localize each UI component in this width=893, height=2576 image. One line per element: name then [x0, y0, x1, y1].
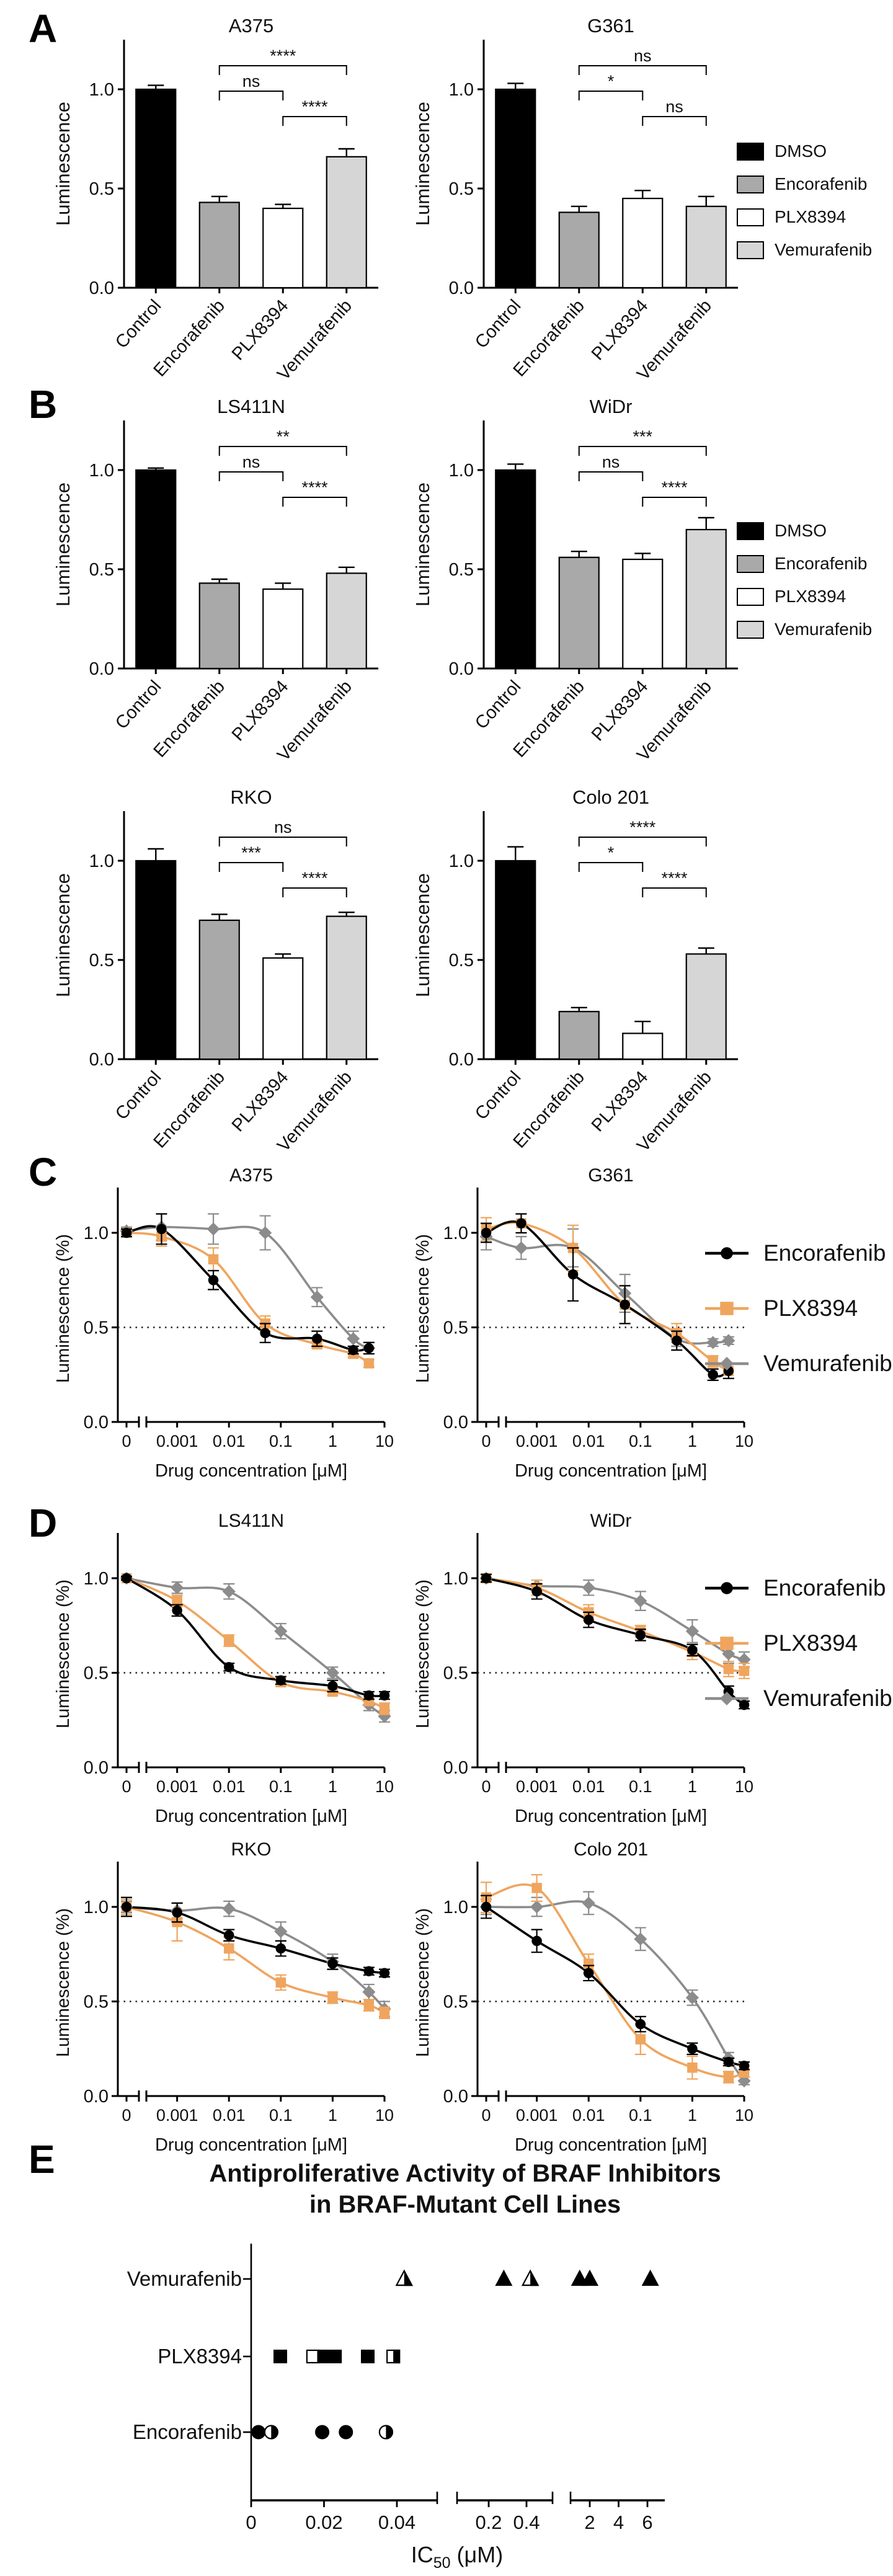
svg-text:G361: G361	[588, 1165, 634, 1186]
treatment-legend-panel-a	[737, 141, 872, 260]
svg-text:Vemurafenib: Vemurafenib	[273, 1067, 356, 1156]
svg-text:Luminescence: Luminescence	[412, 873, 433, 997]
svg-text:0.01: 0.01	[572, 1432, 605, 1450]
svg-text:0.0: 0.0	[83, 1413, 109, 1432]
svg-text:10: 10	[734, 1777, 753, 1796]
legend-swatch	[737, 143, 764, 161]
legend-label: DMSO	[775, 141, 827, 161]
svg-text:1.0: 1.0	[448, 80, 474, 100]
svg-text:0.01: 0.01	[572, 1777, 605, 1796]
legend-label: Encorafenib	[763, 1240, 886, 1266]
svg-text:****: ****	[301, 478, 328, 497]
svg-text:ns: ns	[665, 97, 683, 116]
svg-text:Drug concentration [μM]: Drug concentration [μM]	[514, 1461, 708, 1481]
circle-marker-icon	[704, 1244, 750, 1263]
svg-text:0.1: 0.1	[629, 2106, 652, 2125]
dose-curve-g361	[406, 1163, 753, 1501]
svg-text:0.5: 0.5	[448, 179, 474, 199]
svg-text:Encorafenib: Encorafenib	[132, 2420, 242, 2443]
ic50-marker	[329, 2350, 341, 2363]
svg-text:*: *	[607, 72, 615, 91]
svg-text:0.1: 0.1	[629, 1432, 652, 1450]
ic50-marker	[274, 2350, 287, 2363]
svg-text:WiDr: WiDr	[589, 396, 633, 417]
svg-text:Luminescence: Luminescence	[52, 873, 74, 997]
ic50-marker	[362, 2350, 374, 2363]
svg-text:1: 1	[327, 1432, 337, 1450]
svg-text:***: ***	[241, 843, 261, 862]
legend-swatch	[737, 588, 764, 606]
svg-text:1: 1	[687, 2106, 697, 2125]
svg-text:1.0: 1.0	[83, 1224, 109, 1243]
svg-text:Luminescence (%): Luminescence (%)	[413, 1233, 433, 1383]
svg-text:Drug concentration [μM]: Drug concentration [μM]	[514, 2135, 708, 2155]
svg-text:**: **	[276, 427, 290, 446]
svg-text:0: 0	[122, 2106, 131, 2125]
svg-text:1: 1	[327, 2106, 337, 2125]
ic50-scatter-plot	[37, 2152, 856, 2576]
svg-text:0.01: 0.01	[212, 1432, 246, 1450]
svg-text:PLX8394: PLX8394	[228, 296, 293, 365]
svg-text:Luminescence (%): Luminescence (%)	[53, 1579, 73, 1729]
svg-text:1.0: 1.0	[83, 1569, 109, 1589]
legend-item-encorafenib	[704, 1240, 892, 1266]
legend-item-vemurafenib	[704, 1351, 892, 1377]
dose-curve-colo201	[406, 1837, 753, 2175]
svg-text:0.5: 0.5	[448, 951, 474, 970]
svg-text:****: ****	[661, 869, 688, 887]
legend-label: Vemurafenib	[775, 240, 873, 259]
square-marker-icon	[704, 1299, 750, 1318]
svg-text:Drug concentration [μM]: Drug concentration [μM]	[154, 1806, 348, 1826]
svg-text:Luminescence: Luminescence	[412, 102, 433, 226]
legend-swatch	[737, 522, 764, 540]
svg-text:Colo 201: Colo 201	[573, 1839, 649, 1860]
svg-text:Luminescence: Luminescence	[412, 482, 433, 606]
svg-text:PLX8394: PLX8394	[228, 1067, 293, 1136]
svg-text:0.0: 0.0	[83, 1758, 109, 1778]
ic50-marker	[252, 2426, 265, 2439]
svg-text:1.0: 1.0	[448, 461, 474, 481]
svg-text:in BRAF-Mutant Cell Lines: in BRAF-Mutant Cell Lines	[309, 2191, 621, 2218]
svg-text:PLX8394: PLX8394	[228, 677, 293, 745]
legend-label: PLX8394	[763, 1630, 858, 1656]
svg-text:0.1: 0.1	[629, 1777, 652, 1796]
svg-text:0.0: 0.0	[83, 2087, 109, 2107]
legend-label: Vemurafenib	[763, 1686, 892, 1711]
svg-text:IC50 (μM): $IC_{50}$ (μM)	[411, 2542, 504, 2572]
svg-text:Vemurafenib: Vemurafenib	[633, 1067, 716, 1156]
legend-item-dmso	[737, 141, 872, 161]
svg-text:0.1: 0.1	[269, 1432, 293, 1450]
svg-text:Drug concentration [μM]: Drug concentration [μM]	[514, 1806, 708, 1826]
svg-text:LS411N: LS411N	[218, 1511, 285, 1531]
svg-text:****: ****	[270, 47, 296, 65]
legend-item-dmso	[737, 521, 872, 541]
legend-item-vemurafenib	[737, 240, 872, 260]
svg-text:Vemurafenib: Vemurafenib	[633, 296, 716, 384]
legend-item-plx8394	[737, 587, 872, 606]
diamond-marker-icon	[704, 1354, 750, 1373]
bar-chart-rko	[43, 780, 397, 1160]
legend-label: PLX8394	[775, 207, 846, 226]
legend-item-plx8394	[737, 207, 872, 227]
svg-text:Encorafenib: Encorafenib	[509, 1067, 589, 1152]
inhibitor-legend-panel-d	[704, 1575, 892, 1712]
legend-swatch	[737, 621, 764, 639]
svg-text:Encorafenib: Encorafenib	[149, 677, 229, 762]
svg-text:LS411N: LS411N	[217, 396, 285, 417]
svg-text:0.2: 0.2	[475, 2512, 502, 2533]
svg-text:Luminescence (%): Luminescence (%)	[413, 1908, 433, 2058]
svg-text:RKO: RKO	[230, 786, 272, 808]
svg-text:Control: Control	[112, 677, 166, 734]
svg-text:Colo 201: Colo 201	[572, 786, 650, 808]
svg-text:A375: A375	[229, 1165, 273, 1186]
svg-text:Luminescence (%): Luminescence (%)	[53, 1908, 73, 2058]
svg-text:1: 1	[327, 1777, 337, 1796]
svg-text:10: 10	[734, 1432, 753, 1450]
svg-text:Luminescence: Luminescence	[52, 102, 74, 226]
svg-text:0.001: 0.001	[515, 1432, 558, 1450]
bar-chart-colo201	[403, 780, 757, 1160]
ic50-marker	[316, 2426, 329, 2439]
svg-text:0.5: 0.5	[443, 1318, 468, 1338]
svg-text:10: 10	[375, 1777, 394, 1796]
diamond-marker-icon	[704, 1689, 750, 1708]
svg-text:0.5: 0.5	[443, 1663, 468, 1684]
svg-text:2: 2	[584, 2512, 595, 2533]
svg-text:1.0: 1.0	[448, 851, 474, 871]
svg-text:ns: ns	[242, 72, 260, 91]
svg-text:0: 0	[481, 1777, 491, 1796]
svg-text:0.04: 0.04	[378, 2512, 416, 2533]
svg-text:0.5: 0.5	[83, 1318, 109, 1338]
legend-label: Vemurafenib	[763, 1351, 892, 1376]
svg-text:0.1: 0.1	[269, 1777, 293, 1796]
svg-text:Drug concentration [μM]: Drug concentration [μM]	[154, 1461, 348, 1481]
svg-text:0.02: 0.02	[305, 2512, 343, 2533]
svg-text:1.0: 1.0	[443, 1569, 468, 1589]
svg-text:1.0: 1.0	[443, 1224, 468, 1243]
legend-label: DMSO	[775, 521, 827, 540]
svg-text:G361: G361	[587, 15, 634, 37]
svg-text:1: 1	[687, 1432, 697, 1450]
svg-text:Vemurafenib: Vemurafenib	[127, 2267, 242, 2290]
svg-text:Control: Control	[471, 1067, 525, 1124]
svg-text:0.0: 0.0	[448, 659, 474, 679]
svg-text:0.001: 0.001	[515, 2106, 558, 2125]
svg-text:0: 0	[122, 1777, 131, 1796]
dose-curve-rko	[47, 1837, 394, 2175]
svg-text:6: 6	[642, 2512, 653, 2533]
dose-curve-a375	[47, 1163, 394, 1501]
svg-text:Encorafenib: Encorafenib	[509, 677, 589, 762]
legend-item-encorafenib	[737, 174, 872, 194]
legend-item-encorafenib	[737, 554, 872, 574]
svg-text:0.0: 0.0	[448, 1050, 474, 1070]
svg-text:Control: Control	[112, 296, 166, 353]
svg-text:****: ****	[661, 478, 688, 497]
svg-text:0.0: 0.0	[448, 278, 474, 298]
svg-text:0.0: 0.0	[443, 1758, 468, 1778]
ic50-marker	[582, 2271, 598, 2285]
square-marker-icon	[704, 1634, 750, 1653]
svg-text:10: 10	[375, 2106, 394, 2125]
svg-text:1.0: 1.0	[89, 851, 114, 871]
svg-text:Luminescence (%): Luminescence (%)	[53, 1233, 73, 1383]
legend-label: Vemurafenib	[775, 620, 873, 639]
svg-text:1.0: 1.0	[443, 1898, 468, 1917]
svg-text:4: 4	[613, 2512, 624, 2533]
svg-text:*: *	[607, 843, 615, 862]
svg-text:PLX8394: PLX8394	[158, 2345, 242, 2368]
svg-text:0: 0	[481, 2106, 491, 2125]
svg-text:***: ***	[633, 427, 653, 446]
legend-item-vemurafenib	[704, 1686, 892, 1712]
bar-chart-a375	[43, 9, 397, 388]
legend-swatch	[737, 175, 764, 193]
svg-text:Vemurafenib: Vemurafenib	[273, 296, 356, 384]
svg-text:0.5: 0.5	[89, 560, 114, 580]
legend-item-vemurafenib	[737, 620, 872, 639]
legend-item-encorafenib	[704, 1575, 892, 1601]
svg-text:A375: A375	[228, 15, 274, 37]
svg-text:Encorafenib: Encorafenib	[509, 296, 589, 381]
svg-text:Antiproliferative Activity of: Antiproliferative Activity of BRAF Inhibitors	[209, 2160, 721, 2187]
panel-label-a: A	[29, 6, 58, 51]
svg-text:Control: Control	[112, 1067, 166, 1124]
svg-text:0.5: 0.5	[448, 560, 474, 580]
svg-text:0.5: 0.5	[83, 1992, 109, 2012]
svg-text:****: ****	[301, 869, 328, 887]
svg-text:Control: Control	[471, 296, 525, 353]
legend-label: Encorafenib	[763, 1575, 886, 1601]
svg-text:0.001: 0.001	[156, 1777, 198, 1796]
treatment-legend-panel-b	[737, 521, 872, 639]
svg-text:0.0: 0.0	[443, 2087, 468, 2107]
bar-chart-ls411n	[43, 389, 397, 769]
legend-item-plx8394	[704, 1295, 892, 1321]
ic50-marker	[339, 2426, 352, 2439]
panel-label-b: B	[29, 382, 58, 427]
svg-text:0: 0	[122, 1432, 131, 1450]
svg-text:0.001: 0.001	[515, 1777, 558, 1796]
svg-text:PLX8394: PLX8394	[587, 677, 652, 745]
svg-text:0.1: 0.1	[269, 2106, 293, 2125]
panel-label-e: E	[29, 2137, 55, 2182]
svg-text:1.0: 1.0	[89, 80, 114, 100]
svg-text:Encorafenib: Encorafenib	[149, 296, 229, 381]
svg-text:ns: ns	[602, 453, 620, 471]
legend-label: Encorafenib	[775, 554, 868, 573]
svg-text:ns: ns	[633, 47, 652, 65]
inhibitor-legend-panel-c	[704, 1240, 892, 1377]
ic50-marker	[496, 2271, 512, 2285]
legend-label: Encorafenib	[775, 174, 868, 193]
svg-text:****: ****	[301, 97, 328, 116]
svg-text:Drug concentration [μM]: Drug concentration [μM]	[154, 2135, 348, 2155]
svg-text:ns: ns	[242, 453, 260, 471]
svg-text:0.01: 0.01	[212, 2106, 246, 2125]
svg-text:0.01: 0.01	[572, 2106, 605, 2125]
svg-text:Luminescence (%): Luminescence (%)	[413, 1579, 433, 1729]
svg-text:0.5: 0.5	[83, 1663, 109, 1684]
svg-text:0: 0	[246, 2512, 257, 2533]
bar-chart-widr	[403, 389, 757, 769]
svg-text:1.0: 1.0	[89, 461, 114, 481]
svg-text:RKO: RKO	[231, 1839, 272, 1860]
legend-label: PLX8394	[763, 1295, 858, 1321]
svg-text:10: 10	[734, 2106, 753, 2125]
svg-text:Encorafenib: Encorafenib	[149, 1067, 229, 1152]
panel-label-d: D	[29, 1501, 58, 1545]
legend-swatch	[737, 555, 764, 573]
svg-text:1.0: 1.0	[83, 1898, 109, 1917]
svg-text:0.01: 0.01	[212, 1777, 246, 1796]
svg-text:10: 10	[375, 1432, 394, 1450]
svg-text:PLX8394: PLX8394	[587, 1067, 652, 1136]
svg-text:0.5: 0.5	[89, 951, 114, 970]
dose-curve-ls411n	[47, 1508, 394, 1846]
svg-text:0: 0	[481, 1432, 491, 1450]
svg-text:WiDr: WiDr	[590, 1511, 632, 1531]
legend-label: PLX8394	[775, 587, 846, 606]
svg-text:0.001: 0.001	[156, 1432, 198, 1450]
svg-text:****: ****	[629, 818, 656, 837]
legend-swatch	[737, 241, 764, 259]
legend-swatch	[737, 208, 764, 226]
svg-text:0.001: 0.001	[156, 2106, 198, 2125]
svg-text:Luminescence: Luminescence	[52, 482, 74, 606]
svg-text:0.0: 0.0	[443, 1413, 468, 1432]
svg-text:Vemurafenib: Vemurafenib	[633, 677, 716, 765]
svg-text:Vemurafenib: Vemurafenib	[273, 677, 356, 765]
panel-label-c: C	[29, 1150, 58, 1194]
svg-text:1: 1	[687, 1777, 697, 1796]
svg-text:0.0: 0.0	[89, 1050, 114, 1070]
svg-text:Control: Control	[471, 677, 525, 734]
circle-marker-icon	[704, 1579, 750, 1597]
svg-text:0.5: 0.5	[89, 179, 114, 199]
svg-text:0.0: 0.0	[89, 659, 114, 679]
svg-text:PLX8394: PLX8394	[587, 296, 652, 365]
dose-curve-widr	[406, 1508, 753, 1846]
bar-chart-g361	[403, 9, 757, 388]
svg-text:ns: ns	[273, 818, 292, 837]
ic50-marker	[642, 2271, 658, 2285]
legend-item-plx8394	[704, 1630, 892, 1656]
svg-text:0.5: 0.5	[443, 1992, 468, 2012]
svg-text:0.0: 0.0	[89, 278, 114, 298]
svg-text:0.4: 0.4	[513, 2512, 540, 2533]
